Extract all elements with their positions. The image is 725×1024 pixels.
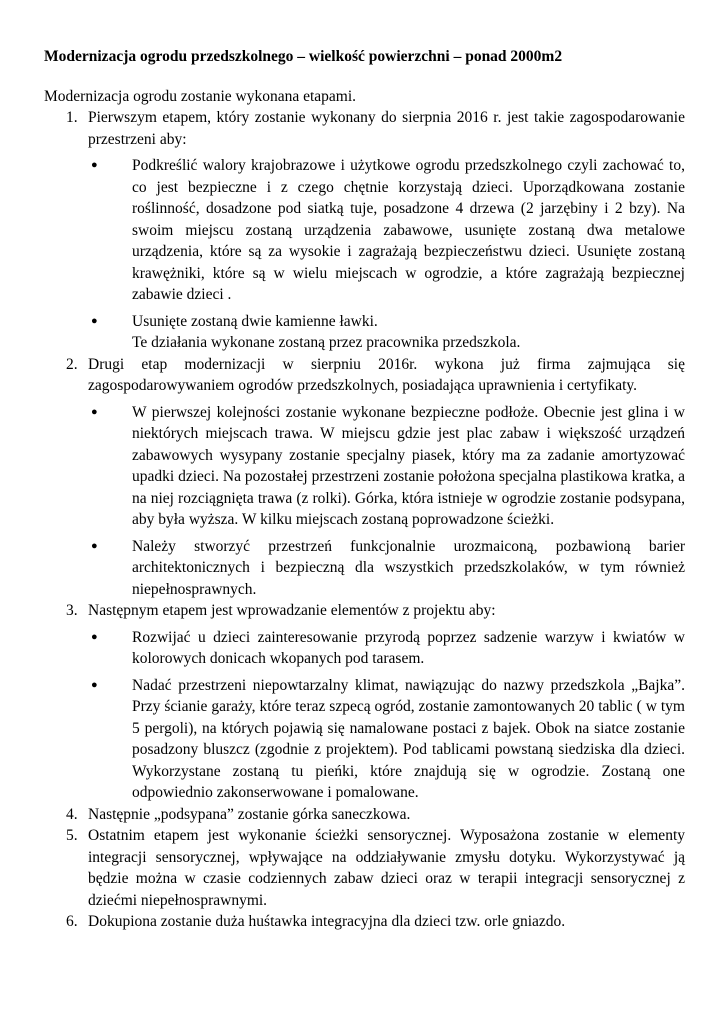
bullet-icon: ● xyxy=(91,405,98,418)
list-item xyxy=(44,825,685,911)
bullet-text: Podkreślić walory krajobrazowe i użytkowe ogrodu przedszkolnego czyli zachować to, co jest bezpieczne i z czego chętnie korzystają dzieci. Uporządkowana zostanie roślinność, dosadzone pod siatką tuje, posadzone 4 drzewa (2 jarzębiny i 2 bzy). Na swoim miejscu zostaną urządzenia zabawowe, usunięte zostaną dwa metalowe urządzenia, które są za wysokie i zagrażają bezpieczeństwu dzieci. Usunięte zostaną krawężniki, które są w wielu miejscach w ogrodzie, a które zagrażają bezpiecznej zabawie dzieci . xyxy=(132,157,685,303)
item-note: Te działania wykonane zostaną przez pracownika przedszkola. xyxy=(132,334,521,351)
list-item xyxy=(44,107,685,354)
bullet-icon: ● xyxy=(91,159,98,171)
bullet-icon: ● xyxy=(91,539,98,552)
bullet-item xyxy=(88,627,685,670)
bullet-list xyxy=(88,155,685,332)
item-number: 6. xyxy=(66,913,78,930)
bullet-item xyxy=(88,311,685,333)
intro-paragraph: Modernizacja ogrodu zostanie wykonana etapami. xyxy=(44,88,357,105)
bullet-list xyxy=(88,402,685,601)
bullet-icon: ● xyxy=(91,678,98,691)
bullet-item xyxy=(88,402,685,531)
list-item xyxy=(44,600,685,804)
stages-list xyxy=(44,107,685,933)
bullet-item xyxy=(88,155,685,306)
list-item xyxy=(44,804,685,826)
item-number: 4. xyxy=(66,805,78,823)
item-text: Następnie „podsypana” zostanie górka saneczkowa. xyxy=(88,805,411,823)
item-text: Drugi etap modernizacji w sierpniu 2016r. wykona już firma zajmująca się zagospodarowywaniem ogrodów przedszkolnych, posiadająca uprawnienia i certyfikaty. xyxy=(88,355,685,394)
list-item xyxy=(44,911,685,933)
document-title: Modernizacja ogrodu przedszkolnego – wielkość powierzchni – ponad 2000m2 xyxy=(44,48,563,65)
item-number: 3. xyxy=(66,602,78,619)
bullet-icon: ● xyxy=(91,314,98,327)
item-text: Następnym etapem jest wprowadzanie elementów z projektu aby: xyxy=(88,602,496,619)
bullet-list xyxy=(88,627,685,804)
item-number: 2. xyxy=(66,355,78,373)
item-number: 1. xyxy=(66,109,78,126)
bullet-icon: ● xyxy=(91,630,98,643)
item-text: Pierwszym etapem, który zostanie wykonany do sierpnia 2016 r. jest takie zagospodarowanie przestrzeni aby: xyxy=(88,109,685,148)
item-number: 5. xyxy=(66,827,78,844)
bullet-item xyxy=(88,536,685,601)
bullet-text: Nadać przestrzeni niepowtarzalny klimat, nawiązując do nazwy przedszkola „Bajka”. Przy ścianie garaży, które teraz szpecą ogród, zostanie zamontowanych 20 tablic ( w tym 5 pergoli), na których pojawią się namalowane postaci z bajek. Obok na siatce zostanie posadzony bluszcz (zgodnie z projektem). Pod tablicami powstaną siedziska dla dzieci. Wykorzystane zostaną tu pieńki, które znajdują się w ogrodzie. Zostaną one odpowiednio zakonserwowane i pomalowane. xyxy=(132,676,685,801)
item-text: Ostatnim etapem jest wykonanie ścieżki sensorycznej. Wyposażona zostanie w elementy integracji sensorycznej, wpływające na oddziaływanie zmysłu dotyku. Wykorzystywać ją będzie można w czasie codziennych zabaw dzieci oraz w terapii integracji sensorycznej z dziećmi niepełnosprawnymi. xyxy=(88,827,685,909)
list-item xyxy=(44,354,685,601)
bullet-text: W pierwszej kolejności zostanie wykonane bezpieczne podłoże. Obecnie jest glina i w niektórych miejscach trawa. W miejscu gdzie jest plac zabaw i większość urządzeń zabawowych wysypany zostanie specjalny piasek, który ma za zadanie amortyzować upadki dzieci. Na pozostałej przestrzeni zostanie położona specjalna plastikowa kratka, a na niej rozciągnięta trawa (z rolki). Górka, która istnieje w ogrodzie zostanie podsypana, aby była wyższa. W kilku miejscach zostaną poprowadzone ścieżki. xyxy=(132,403,685,528)
bullet-text: Usunięte zostaną dwie kamienne ławki. xyxy=(132,312,378,330)
bullet-item xyxy=(88,675,685,804)
bullet-text: Należy stworzyć przestrzeń funkcjonalnie urozmaiconą, pozbawioną barier architektonicznych i bezpieczną dla wszystkich przedszkolaków, w tym również niepełnosprawnych. xyxy=(132,537,685,598)
item-text: Dokupiona zostanie duża huśtawka integracyjna dla dzieci tzw. orle gniazdo. xyxy=(88,913,566,930)
bullet-text: Rozwijać u dzieci zainteresowanie przyrodą poprzez sadzenie warzyw i kwiatów w kolorowych donicach wkopanych pod tarasem. xyxy=(132,628,685,667)
